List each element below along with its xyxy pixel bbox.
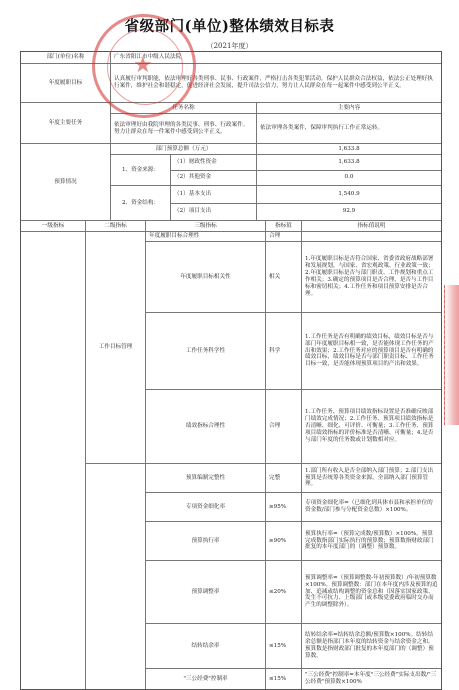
budget-source-group <box>111 155 441 186</box>
indicator-row <box>146 493 441 522</box>
indicator-desc: "三公经费"控制率=本年度"三公经费"实际支出数/"三公经费"预算数×100% <box>305 672 437 685</box>
indicator-desc: 1.年度履职目标是否符合国家、省委省政府战略部署和发展规划，与国家、省宏观政策、行业政策一致；2.年度履职目标是否与部门职责、工作规划和重点工作相关；3.确定的预算项目是否合理，是否与工作目标和密切相关；4.工作任务和项目预算安排是否合理。 <box>305 256 434 297</box>
document-year: （2021年度） <box>206 42 253 50</box>
indicator-value: ≥90% <box>266 522 302 560</box>
budget-total-row <box>111 144 441 155</box>
level1-header: 一级指标 <box>21 221 86 231</box>
indicator-desc: 预算调整率=（预算调整数-年初预算数）/年初预算数×100%。预算调整数：部门在本年度内涉及预算的追加、追减或结构调整的资金总和（因落实国家政策、发生不可抗力、上级部门或本级党委政府临时交办而产生的调整除外）。 <box>305 574 438 609</box>
indicator-value: 合理 <box>266 390 302 463</box>
indicator-value: ≤15% <box>266 669 302 689</box>
budget-mgmt-group <box>86 464 441 689</box>
work-goal-label: 工作目标管理 <box>86 232 146 463</box>
level1-cell <box>21 232 86 689</box>
indicator-row <box>146 669 441 689</box>
indicator-row <box>146 624 441 669</box>
indicator-value: 完整 <box>266 464 302 492</box>
performance-goal-table <box>20 51 442 690</box>
indicator-value: 合理 <box>266 232 302 241</box>
indicator-name: 预算调整率 <box>146 561 266 623</box>
budget-mgmt-label <box>86 464 146 689</box>
indicator-name: 年度履职目标合理性 <box>146 232 266 241</box>
budget-source1-label: （1）财政性资金 <box>171 155 257 170</box>
indicator-value: ≥95% <box>266 493 302 521</box>
budget-total-value: 1,633.8 <box>338 145 360 152</box>
budget-structure2-value: 92.9 <box>342 208 356 215</box>
budget-structure-label: 2、资金结构： <box>111 186 171 220</box>
indicator-desc: 1.工作任务、预算项目绩效指标设置是否准确反映部门绩效完成情况；2.工作任务、预算项目绩效指标是否清晰、细化、可评价、可衡量；3.工作任务、预算项目绩效指标的评价标准是否清晰、可衡量；4.是否与部门年度的任务数或计划数相对应。 <box>305 409 434 443</box>
budget-source-label: 1、资金来源： <box>111 155 171 185</box>
unit-value: 广东省阳江市中级人民法院 <box>114 54 182 60</box>
annual-goal-row <box>21 64 441 103</box>
budget-label: 预算情况 <box>21 144 111 220</box>
indicator-desc: 专项资金细化率=（已细化到具体市县和承担单位的资金数/部门参与分配资金总数）×100%。 <box>305 500 433 513</box>
task-name-header: 任务名称 <box>111 103 257 113</box>
indicator-name: 绩效指标合理性 <box>146 390 266 463</box>
indicator-name: 预算编制完整性 <box>146 464 266 492</box>
document-title: 省级部门(单位)整体绩效目标表 <box>124 18 335 35</box>
indicator-desc: 结转结余率=结转结余总额/预算数×100%。结转结余总额是指部门本年度的结转资金与结余资金之和。预算数是指财政部门批复的本年度部门的（调整）预算数。 <box>305 632 434 659</box>
indicators-body <box>21 232 441 689</box>
budget-block <box>111 144 441 220</box>
budget-source1-value: 1,633.8 <box>338 158 360 165</box>
indicator-value: 相关 <box>266 242 302 312</box>
indicator-row <box>146 464 441 493</box>
indicator-row <box>146 232 441 242</box>
seal-star-icon: ★ <box>133 53 153 78</box>
indicator-row <box>146 242 441 313</box>
indicator-value: ≤20% <box>266 561 302 623</box>
work-goal-group <box>86 232 441 464</box>
indicator-name: 年度履职目标相关性 <box>146 242 266 312</box>
budget-structure-group <box>111 186 441 220</box>
main-tasks-row <box>21 103 441 144</box>
budget-structure2-label: （2）项目支出 <box>171 204 257 221</box>
annual-goal-label: 年度履职目标 <box>21 64 111 102</box>
indicator-row <box>146 522 441 561</box>
indicator-desc: 1.工作任务是否有明确的绩效目标，绩效目标是否与部门年度履职目标相一致，是否能体现工作任务的产出和效果；2.工作任务对应的预算项目是否有明确的绩效目标，绩效目标是否与部门职责目标、工作任务目标一致，是否能体现预算项目的产出和效果。 <box>305 333 434 368</box>
unit-row <box>21 52 441 64</box>
level3-header: 三级指标 <box>146 221 266 231</box>
main-tasks-label: 年度主要任务 <box>21 103 111 143</box>
budget-total-label: 部门预算总额（万元） <box>111 144 257 154</box>
task-name-cell: 依法审理好由我院审理的各类民事、刑事、行政案件。努力让群众在每一件案件中感受到公平正义。 <box>111 114 257 143</box>
seam-seal <box>444 285 459 425</box>
annual-goal-text: 认真履行审判职能，依法审理好各类刑事、民事、行政案件，严格打击各类犯罪活动，保护人民群众合法权益，依法公正处理好执行案件，维护社会和谐稳定，促进经济社会发展，提升司法公信力，努力让人民群众在每一起案件中感受到公平正义。 <box>114 76 433 89</box>
level2-header: 二级指标 <box>86 221 146 231</box>
indicator-name: 专项资金细化率 <box>146 493 266 521</box>
indicator-desc: 预算执行率=（预算完成数/预算数）×100%。预算完成数指部门实际执行的预算数；预算数指财政部门批复的本年度部门的（调整）预算数。 <box>305 530 434 551</box>
indicator-value: 科学 <box>266 313 302 389</box>
budget-source2-label: （2）其他资金 <box>171 171 257 186</box>
task-content-header: 主要内容 <box>337 104 361 111</box>
indicator-name: "三公经费"控制率 <box>146 669 266 689</box>
indicator-value: ≤15% <box>266 624 302 668</box>
budget-source2-value: 0.0 <box>344 174 354 181</box>
main-tasks-block <box>111 103 441 143</box>
indicator-name: 结转结余率 <box>146 624 266 668</box>
desc-header: 指标值说明 <box>357 222 386 229</box>
indicator-header-row <box>21 221 441 232</box>
unit-label: 部门(单位)名称 <box>21 52 111 63</box>
budget-structure1-value: 1,540.9 <box>338 190 360 197</box>
indicator-name: 工作任务科学性 <box>146 313 266 389</box>
indicator-desc <box>302 232 441 241</box>
budget-row <box>21 144 441 221</box>
indicator-row <box>146 561 441 624</box>
value-header: 指标值 <box>266 221 302 231</box>
task-content-cell: 依法审理各类案件，保障审判执行工作正常运转。 <box>260 125 384 131</box>
budget-structure1-label: （1）基本支出 <box>171 186 257 203</box>
indicator-row <box>146 313 441 390</box>
indicator-name: 预算执行率 <box>146 522 266 560</box>
indicator-desc: 1.部门所有收入是否全部纳入部门预算；2.部门支出预算是否统筹各类资金来源，全部纳入部门预算管理。 <box>305 467 434 488</box>
indicator-row <box>146 390 441 463</box>
